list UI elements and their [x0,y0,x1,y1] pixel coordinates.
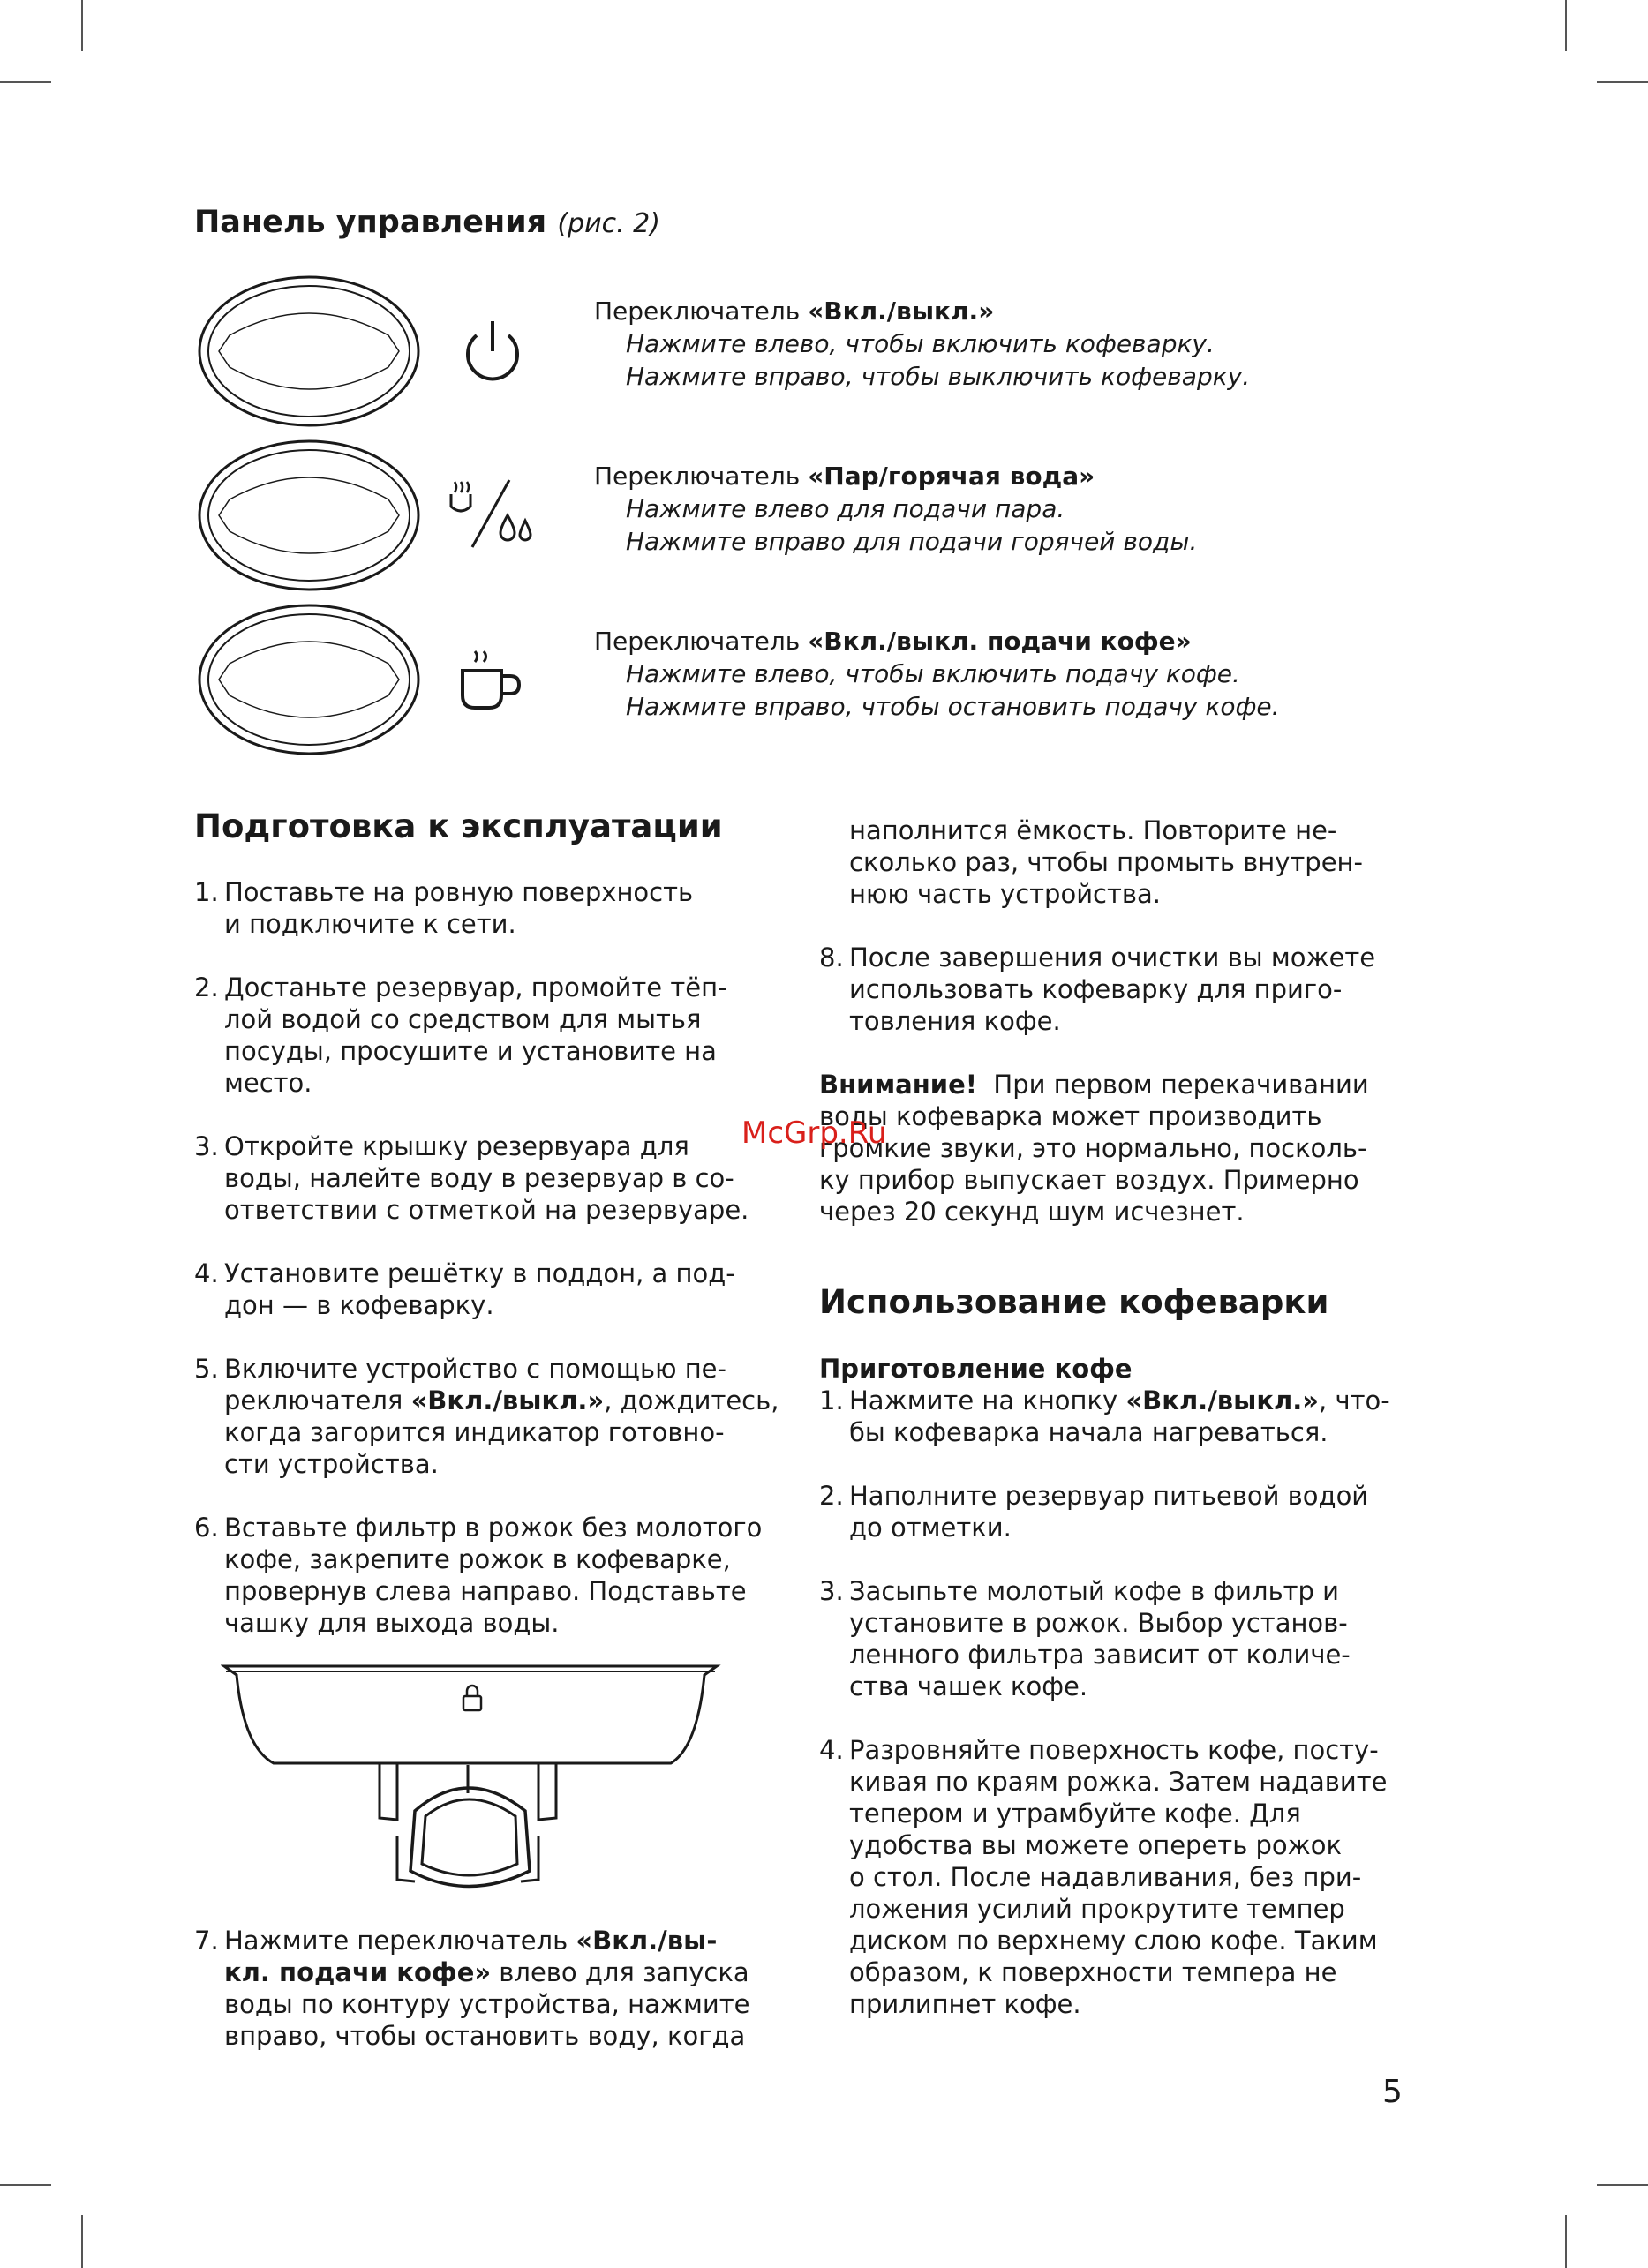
control-instruction: Нажмите вправо, чтобы остановить подачу кофе. [626,692,1280,721]
figure-reference: (рис. 2) [557,208,660,239]
list-text: тепером и утрамбуйте кофе. Для [849,1799,1301,1829]
list-text: После завершения очистки вы можете [849,942,1376,973]
list-item [194,1353,779,1480]
list-text: провернув слева направо. Подставьте [224,1576,747,1606]
list-continuation [819,815,1363,910]
list-text: установите в рожок. Выбор установ- [849,1608,1348,1638]
control-instruction: Нажмите вправо, чтобы выключить кофеварку. [626,362,1251,391]
panel-title-text: Панель управления [194,205,547,240]
list-text: Достаньте резервуар, промойте тёп- [224,973,727,1003]
list-text: лой водой со средством для мытья [224,1004,702,1034]
list-text: Нажмите переключатель «Вкл./вы- [224,1926,718,1956]
list-text: бы кофеварка начала нагреваться. [849,1417,1328,1447]
control-label-prefix: Переключатель [594,627,801,656]
list-text: удобства вы можете опереть рожок [849,1830,1343,1860]
steam-water-switch-button [199,441,418,590]
control-instruction: Нажмите влево, чтобы включить кофеварку. [626,329,1215,358]
list-text: чашку для выхода воды. [224,1608,560,1638]
warning-text: воды кофеварка может производить [819,1101,1322,1131]
list-item [819,1734,1387,2020]
control-description-power [594,295,1250,393]
list-item [194,1130,749,1226]
control-label-prefix: Переключатель [594,297,801,326]
crop-mark [1565,0,1567,51]
list-text: образом, к поверхности темпера не [849,1957,1337,1987]
list-number: 5. [194,1354,219,1384]
prep-section-title: Подготовка к эксплуатации [194,807,723,845]
list-number: 8. [819,942,844,973]
list-text: Нажмите на кнопку «Вкл./выкл.», что- [849,1386,1390,1416]
coffee-cup-icon [457,644,528,715]
panel-title [194,205,660,240]
list-text: кл. подачи кофе» влево для запуска [224,1957,749,1987]
list-text: наполнится ёмкость. Повторите не- [849,815,1337,845]
list-item [819,1575,1351,1702]
list-text: ответствии с отметкой на резервуаре. [224,1195,749,1225]
list-text: Поставьте на ровную поверхность [224,877,694,907]
list-number: 3. [819,1576,844,1606]
warning-paragraph [819,1069,1369,1228]
watermark: McGrp.Ru [741,1115,887,1151]
control-label-bold: «Вкл./выкл.» [808,297,995,326]
warning-text: через 20 секунд шум исчезнет. [819,1197,1245,1227]
list-text: диском по верхнему слою кофе. Таким [849,1926,1378,1956]
control-description-steam [594,460,1197,558]
list-text: Установите решётку в поддон, а под- [224,1258,735,1288]
usage-section-title: Использование кофеварки [819,1283,1329,1321]
power-switch-button [199,277,418,425]
list-text: Разровняйте поверхность кофе, посту- [849,1735,1379,1765]
list-text: использовать кофеварку для приго- [849,974,1343,1004]
list-text: до отметки. [849,1513,1012,1543]
control-instruction: Нажмите влево для подачи пара. [626,494,1065,523]
crop-mark [0,2184,51,2186]
control-description-coffee [594,625,1280,723]
list-text: ленного фильтра зависит от количе- [849,1640,1351,1670]
warning-text: ку прибор выпускает воздух. Примерно [819,1165,1359,1195]
control-label-bold: «Пар/горячая вода» [808,462,1095,491]
control-instruction: Нажмите вправо для подачи горячей воды. [626,527,1198,556]
list-text: нюю часть устройства. [849,879,1161,909]
crop-mark [81,0,83,51]
list-text: реключателя «Вкл./выкл.», дождитесь, [224,1386,779,1416]
steam-hot-water-icon [446,477,538,552]
crop-mark [1597,81,1648,83]
list-text: товления кофе. [849,1006,1061,1036]
power-icon [457,316,528,387]
list-text: когда загорится индикатор готовно- [224,1417,725,1447]
crop-mark [1565,2215,1567,2268]
warning-text: При первом перекачивании [976,1070,1369,1100]
list-text: Наполните резервуар питьевой водой [849,1481,1369,1511]
list-item [819,1385,1390,1448]
list-text: кофе, закрепите рожок в кофеварке, [224,1544,731,1574]
usage-subtitle: Приготовление кофе [819,1354,1133,1384]
list-item [194,972,727,1099]
warning-label: Внимание! [819,1070,977,1100]
list-text: Вставьте фильтр в рожок без молотого [224,1513,763,1543]
list-number: 7. [194,1926,219,1956]
list-text: прилипнет кофе. [849,1989,1081,2019]
lock-icon [463,1686,481,1710]
list-item [819,942,1375,1037]
list-text: Откройте крышку резервуара для [224,1131,689,1161]
crop-mark [81,2215,83,2268]
crop-mark [1597,2184,1648,2186]
list-text: сти устройства. [224,1449,439,1479]
list-text: ложения усилий прокрутите темпер [849,1894,1345,1924]
list-text: сколько раз, чтобы промыть внутрен- [849,847,1363,877]
list-number: 2. [194,973,219,1003]
list-item [194,1258,735,1321]
list-text: вправо, чтобы остановить воду, когда [224,2021,746,2051]
list-text: и подключите к сети. [224,909,516,939]
control-instruction: Нажмите влево, чтобы включить подачу кофе. [626,659,1240,688]
list-text: воды по контуру устройства, нажмите [224,1989,750,2019]
list-item [194,876,693,940]
list-text: посуды, просушите и установите на [224,1036,717,1066]
list-number: 2. [819,1481,844,1511]
list-number: 6. [194,1513,219,1543]
control-label-bold: «Вкл./выкл. подачи кофе» [808,627,1192,656]
warning-first-line [819,1069,1369,1100]
list-item [194,1512,762,1639]
list-text: воды, налейте воду в резервуар в со- [224,1163,734,1193]
page-number: 5 [1382,2074,1403,2110]
portafilter-illustration [221,1659,724,1906]
control-label-prefix: Переключатель [594,462,801,491]
list-text: место. [224,1068,312,1098]
list-text: Засыпьте молотый кофе в фильтр и [849,1576,1340,1606]
list-text: кивая по краям рожка. Затем надавите [849,1767,1388,1797]
list-number: 4. [819,1735,844,1765]
list-item [194,1925,749,2052]
coffee-switch-button [199,605,418,754]
list-text: дон — в кофеварку. [224,1290,494,1320]
list-number: 1. [819,1386,844,1416]
list-number: 4. [194,1258,219,1288]
crop-mark [0,81,51,83]
list-number: 1. [194,877,219,907]
list-text: о стол. После надавливания, без при- [849,1862,1362,1892]
control-panel-buttons [194,274,433,768]
list-item [819,1480,1368,1543]
list-number: 3. [194,1131,219,1161]
warning-text: громкие звуки, это нормально, посколь- [819,1133,1367,1163]
list-text: ства чашек кофе. [849,1671,1088,1701]
list-text: Включите устройство с помощью пе- [224,1354,726,1384]
